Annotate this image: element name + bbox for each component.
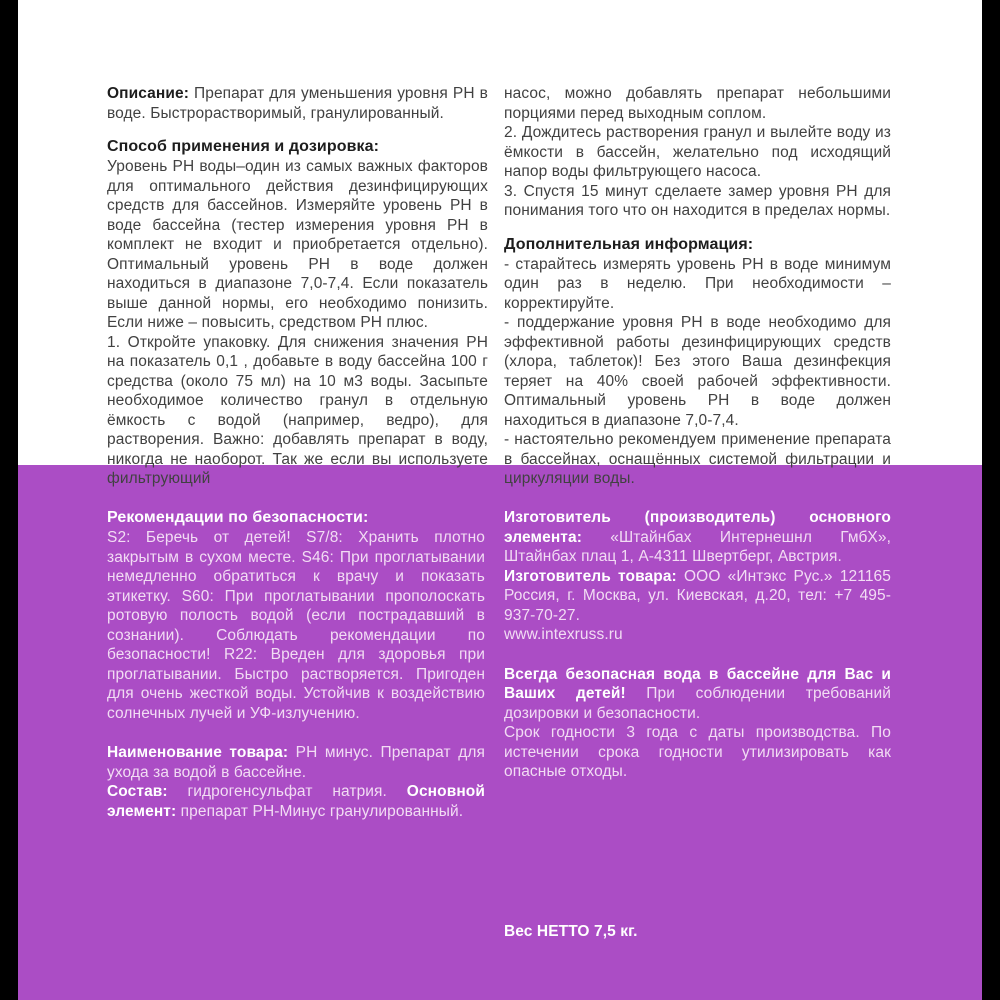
manufacturer-text: ООО «Интэкс Рус.» 121165 Россия, г. Москва, ул. Киевская, д.20, тел: +7 495-937-70-27.	[504, 567, 891, 624]
manufacturer-element-paragraph	[504, 508, 891, 567]
product-name-paragraph	[107, 743, 485, 782]
safe-water-text: При соблюдении требований дозировки и безопасности.	[504, 685, 891, 722]
main-element-text: препарат РН-Минус гранулированный.	[180, 802, 464, 820]
additional-info-1: - старайтесь измерять уровень РН в воде минимум один раз в неделю. При необходимости – корректируйте.	[504, 255, 891, 312]
additional-info-heading: Дополнительная информация:	[504, 235, 754, 253]
additional-info-3: - настоятельно рекомендуем применение препарата в бассейнах, оснащённых системой фильтрации и циркуляции воды.	[504, 431, 891, 487]
usage-step-2: 2. Дождитесь растворения гранул и вылейте воду из ёмкости в бассейн, желательно под исходящий напор воды фильтрующего насоса.	[504, 124, 891, 180]
usage-step-3: 3. Спустя 15 минут сделаете замер уровня РН для понимания того что он находится в пределах нормы.	[504, 182, 891, 219]
safety-text: S2: Беречь от детей! S7/8: Хранить плотно закрытым в сухом месте. S46: При проглатывании немедленно обратиться к врачу и показать этикетку. S60: При проглатывании прополоскать ротовую полость водой (если пострадавший в сознании). Соблюдать рекомендации по безопасности! R22: Вреден для здоровья при проглатывании. Быстро растворяется. Пригоден для очень жесткой воды. Устойчив к воздействию солнечных лучей и УФ-излучению.	[107, 529, 485, 722]
purple-left-column	[107, 508, 485, 821]
product-name-label: Наименование товара:	[107, 744, 289, 761]
safe-water-paragraph	[504, 665, 891, 724]
safe-water-bold: Всегда безопасная вода в бассейне для Вас и Ваших детей!	[504, 665, 891, 702]
manufacturer-element-text: «Штайнбах Интернешнл ГмбХ», Штайнбах плац 1, А-4311 Швертберг, Австрия.	[504, 528, 891, 565]
right-black-edge	[982, 0, 1000, 1000]
left-black-edge	[0, 0, 18, 1000]
main-element-label: Основной элемент:	[107, 783, 485, 820]
white-right-column	[504, 84, 891, 489]
composition-paragraph	[107, 782, 485, 821]
white-left-column	[107, 84, 488, 489]
manufacturer-element-label: Изготовитель (производитель) основного элемента:	[504, 509, 891, 546]
description-paragraph	[107, 84, 488, 123]
usage-paragraph-2: 1. Откройте упаковку. Для снижения значения РН на показатель 0,1 , добавьте в воду бассейна 100 г средства (около 75 мл) на 10 м3 воды. Засыпьте необходимое количество гранул в отдельную ёмкость с водой (например, ведро), для растворения. Важно: добавлять препарат в воду, никогда не наоборот. Так же если вы используете фильтрующий	[107, 333, 488, 487]
description-text: Препарат для уменьшения уровня РН в воде. Быстрорастворимый, гранулированный.	[107, 85, 488, 122]
usage-continuation: насос, можно добавлять препарат небольшими порциями перед выходным соплом.	[504, 85, 891, 122]
website-text: www.intexruss.ru	[504, 626, 623, 643]
usage-paragraph-1: Уровень РН воды–один из самых важных факторов для оптимального действия дезинфицирующих средств для бассейнов. Измеряйте уровень РН в воде бассейна (тестер измерения уровня РН в комплект не входит и приобретается отдельно). Оптимальный уровень РН в воде должен находиться в диапазоне 7,0-7,4. Если показатель выше данной нормы, его необходимо понизить. Если ниже – повысить, средством РН плюс.	[107, 158, 488, 331]
product-name-text: РН минус. Препарат для ухода за водой в бассейне.	[107, 744, 485, 781]
safety-heading: Рекомендации по безопасности:	[107, 509, 369, 526]
manufacturer-label: Изготовитель товара:	[504, 567, 677, 585]
net-weight-text: Вес НЕТТО 7,5 кг.	[504, 922, 638, 940]
composition-label: Состав:	[107, 783, 168, 800]
purple-right-column	[504, 508, 891, 941]
additional-info-2: - поддержание уровня РН в воде необходимо для эффективной работы дезинфицирующих средств (хлора, таблеток)! Без этого Ваша дезинфекция теряет на 40% своей рабочей эффективности. Оптимальный уровень РН в воде должен находиться в диапазоне 7,0-7,4.	[504, 314, 891, 429]
shelf-life-text: Срок годности 3 года с даты производства. По истечении срока годности утилизировать как опасные отходы.	[504, 724, 891, 780]
manufacturer-paragraph	[504, 567, 891, 626]
usage-heading: Способ применения и дозировка:	[107, 138, 380, 155]
description-label: Описание:	[107, 85, 189, 102]
composition-text: гидрогенсульфат натрия.	[187, 783, 387, 800]
